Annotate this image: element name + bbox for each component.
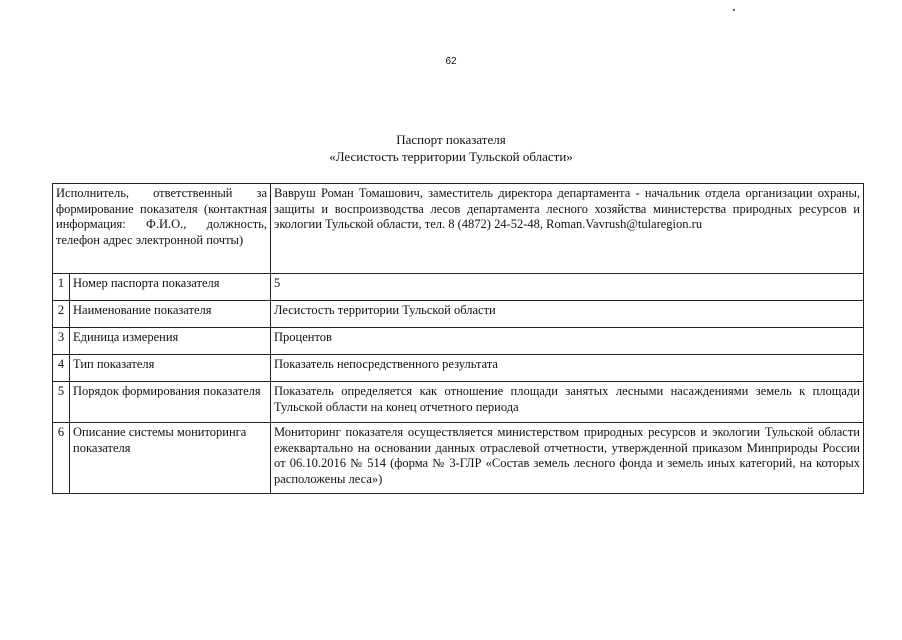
row-value-cell: Лесистость территории Тульской области xyxy=(271,301,864,328)
title-line-2: «Лесистость территории Тульской области» xyxy=(329,149,573,164)
row-label-cell: Описание системы мониторинга показателя xyxy=(70,423,271,494)
row-label-cell: Наименование показателя xyxy=(70,301,271,328)
table-row xyxy=(53,301,864,328)
table-row xyxy=(53,382,864,423)
responsible-value-cell: Вавруш Роман Томашович, заместитель директора департамента - начальник отдела организации охраны, защиты и воспроизводства лесов департамента лесного хозяйства министерства природных ресурсов и экологии Тульской области, тел. 8 (4872) 24-52-48, Roman.Vavrush@tularegion.ru xyxy=(271,184,864,274)
row-number-cell: 2 xyxy=(53,301,70,328)
row-number-cell: 3 xyxy=(53,328,70,355)
row-value-cell: Показатель определяется как отношение площади занятых лесными насаждениями земель к площади Тульской области на конец отчетного периода xyxy=(271,382,864,423)
table-row xyxy=(53,274,864,301)
responsible-label-cell: Исполнитель, ответственный за формирование показателя (контактная информация: Ф.И.О., должность, телефон адрес электронной почты) xyxy=(53,184,271,274)
row-label-cell: Порядок формирования показателя xyxy=(70,382,271,423)
table-row xyxy=(53,423,864,494)
page-number: 62 xyxy=(445,56,457,67)
row-label-cell: Номер паспорта показателя xyxy=(70,274,271,301)
row-number-cell: 6 xyxy=(53,423,70,494)
table-row xyxy=(53,355,864,382)
indicator-passport-table xyxy=(52,183,864,494)
row-value-cell: 5 xyxy=(271,274,864,301)
row-label-cell: Единица измерения xyxy=(70,328,271,355)
row-number-cell: 4 xyxy=(53,355,70,382)
row-value-cell: Мониторинг показателя осуществляется министерством природных ресурсов и экологии Тульской области ежеквартально на основании данных отраслевой отчетности, утвержденной приказом Минприроды России от 06.10.2016 № 514 (форма № 3-ГЛР «Состав земель лесного фонда и земель иных категорий, на которых расположены леса») xyxy=(271,423,864,494)
row-label-cell: Тип показателя xyxy=(70,355,271,382)
scan-speck xyxy=(733,9,735,11)
document-title xyxy=(0,131,902,165)
title-line-1: Паспорт показателя xyxy=(396,132,506,147)
table-row-responsible xyxy=(53,184,864,274)
row-value-cell: Показатель непосредственного результата xyxy=(271,355,864,382)
row-value-cell: Процентов xyxy=(271,328,864,355)
row-number-cell: 1 xyxy=(53,274,70,301)
row-number-cell: 5 xyxy=(53,382,70,423)
table-row xyxy=(53,328,864,355)
